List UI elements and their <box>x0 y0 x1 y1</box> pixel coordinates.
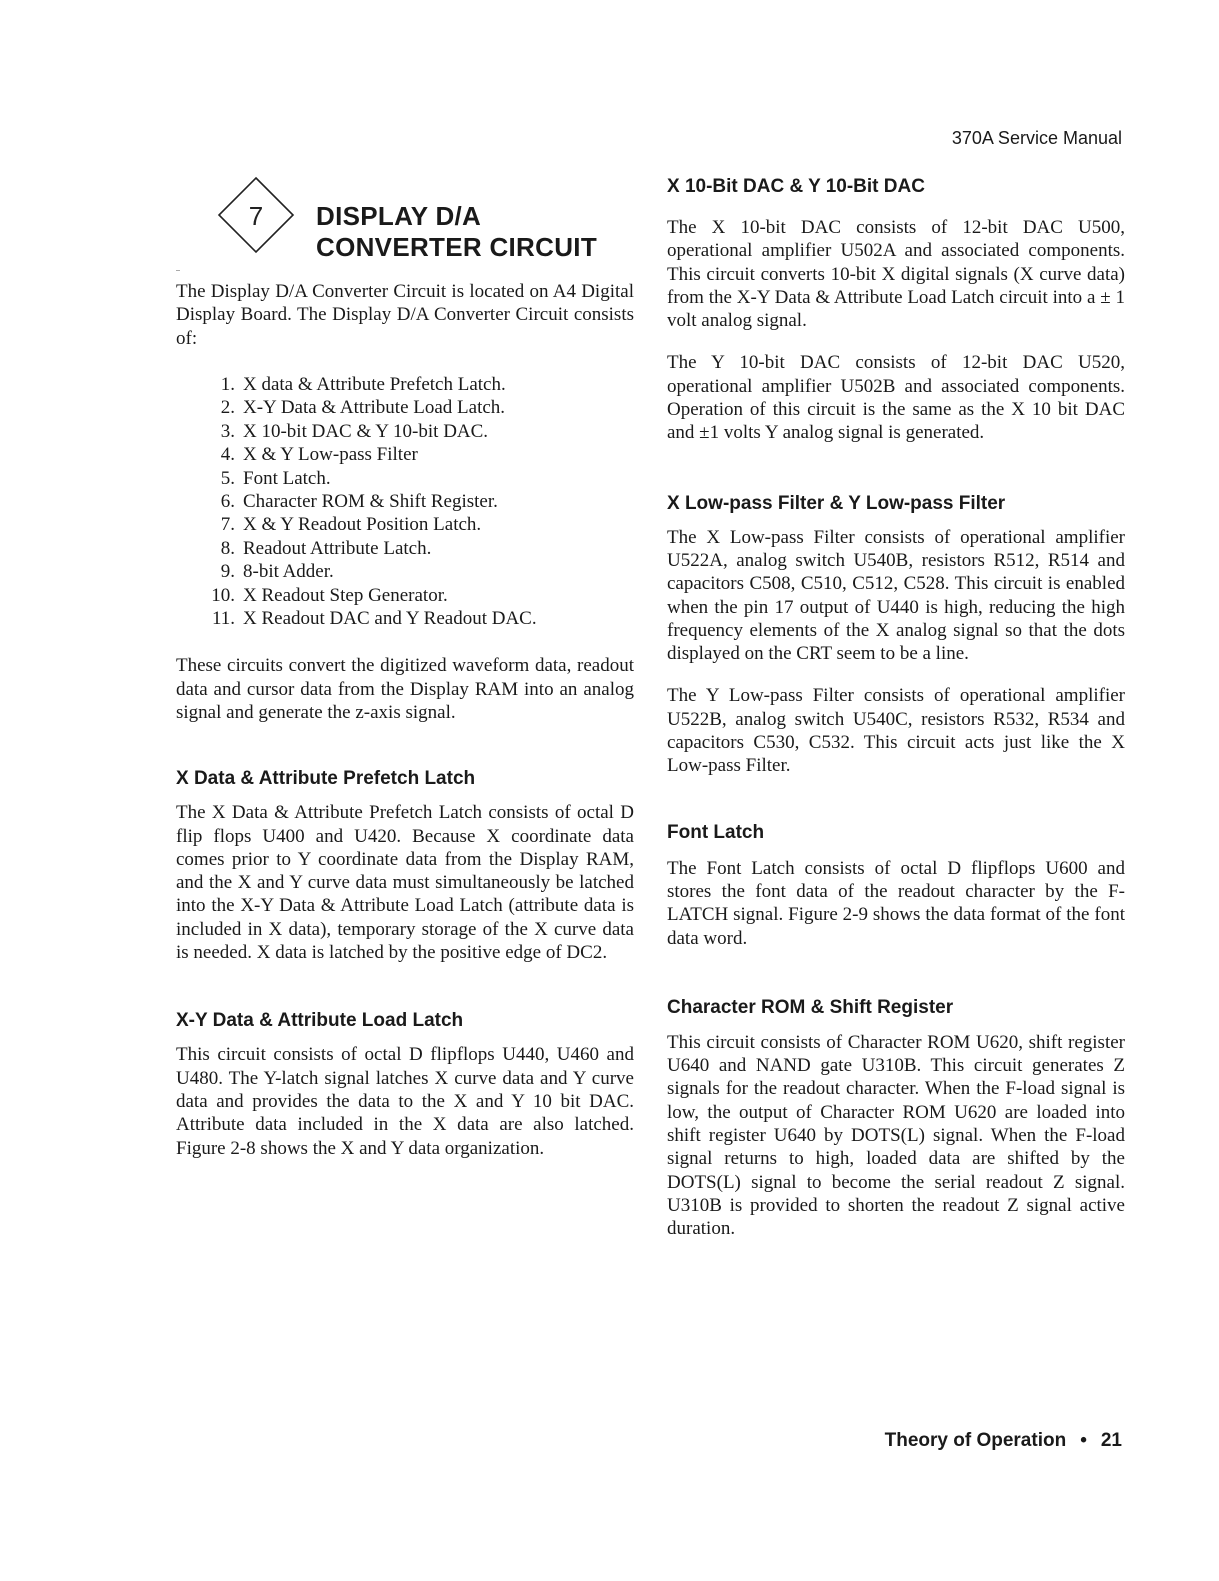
section-heading-lowpass: X Low-pass Filter & Y Low-pass Filter <box>667 492 1006 514</box>
footer-separator: • <box>1080 1430 1087 1451</box>
section-heading-dac: X 10-Bit DAC & Y 10-Bit DAC <box>667 176 925 197</box>
list-item: 1. X data & Attribute Prefetch Latch. <box>220 373 506 395</box>
list-item: 6. Character ROM & Shift Register. <box>220 490 498 512</box>
list-item: 2. X-Y Data & Attribute Load Latch. <box>220 397 506 419</box>
y-dac-paragraph: The Y 10-bit DAC consists of 12-bit DAC U520, operational amplifier U502B and associated components. Operation of this circuit is the same as the X 10 bit DAC and ±1 volts Y analog signal is generated. <box>667 352 1125 444</box>
y-lowpass-paragraph: The Y Low-pass Filter consists of operational amplifier U522B, analog switch U540C, resistors R532, R534 and capacitors C530, C532. This circuit acts just like the X Low-pass Filter. <box>667 685 1125 777</box>
summary-paragraph: These circuits convert the digitized waveform data, readout data and cursor data from the Display RAM into an analog signal and generate the z-axis signal. <box>176 655 634 723</box>
character-rom-paragraph: This circuit consists of Character ROM U620, shift register U640 and NAND gate U310B. This circuit generates Z signals for the readout character. When the F-load signal is low, the output of Character ROM U620 are loaded into shift register U640 by DOTS(L) signal. When the F-load signal returns to high, loaded data are shifted by the DOTS(L) signal to become the serial readout Z signal. U310B is provided to shorten the readout Z signal active duration. <box>667 1031 1125 1240</box>
font-latch-paragraph: The Font Latch consists of octal D flipflops U600 and stores the font data of the readout character by the F-LATCH signal. Figure 2-9 shows the data format of the font data word. <box>667 857 1125 949</box>
section-heading-font-latch: Font Latch <box>667 821 765 843</box>
list-item: 7. X & Y Readout Position Latch. <box>220 514 482 536</box>
intro-paragraph: The Display D/A Converter Circuit is located on A4 Digital Display Board. The Display D/A Converter Circuit consists of: <box>176 281 634 349</box>
page-footer <box>885 1430 1122 1452</box>
load-latch-paragraph: This circuit consists of octal D flipflops U440, U460 and U480. The Y-latch signal latches X curve data and Y curve data and provides the data to the X and Y 10 bit DAC. Attribute data included in the X data are also latched. Figure 2-8 shows the X and Y data organization. <box>176 1044 634 1159</box>
list-item: 10. X Readout Step Generator. <box>211 584 448 606</box>
chapter-title-line1: DISPLAY D/A <box>316 201 482 231</box>
list-item: 9. 8-bit Adder. <box>220 561 334 583</box>
x-lowpass-paragraph: The X Low-pass Filter consists of operational amplifier U522A, analog switch U540B, resistors R512, R514 and capacitors C508, C510, C512, C528. This circuit is enabled when the pin 17 output of U440 is high, reducing the high frequency elements of the X analog signal so that the dots displayed on the CRT seem to be a line. <box>667 526 1125 665</box>
list-item: 8. Readout Attribute Latch. <box>220 537 432 559</box>
list-item: 5. Font Latch. <box>220 467 331 489</box>
chapter-heading <box>176 175 634 270</box>
footer-section: Theory of Operation <box>884 1430 1067 1451</box>
chapter-number: 7 <box>248 201 264 231</box>
left-column <box>176 175 634 1160</box>
list-item: 11. X Readout DAC and Y Readout DAC. <box>211 607 537 629</box>
page-number: 21 <box>1100 1430 1122 1451</box>
divider <box>176 270 180 271</box>
circuit-list <box>176 373 634 630</box>
x-dac-paragraph: The X 10-bit DAC consists of 12-bit DAC U500, operational amplifier U502A and associated components. This circuit converts 10-bit X digital signals (X curve data) from the X-Y Data & Attribute Load Latch circuit into a ± 1 volt analog signal. <box>667 217 1125 332</box>
right-column <box>667 175 1125 1241</box>
section-heading-load-latch: X-Y Data & Attribute Load Latch <box>176 1010 464 1032</box>
page-header-title: 370A Service Manual <box>951 128 1122 148</box>
list-item: 4. X & Y Low-pass Filter <box>220 444 418 466</box>
chapter-number-diamond <box>216 175 296 255</box>
chapter-title <box>316 201 597 263</box>
list-item: 3. X 10-bit DAC & Y 10-bit DAC. <box>220 420 489 442</box>
chapter-title-line2: CONVERTER CIRCUIT <box>316 232 597 262</box>
section-heading-prefetch-latch: X Data & Attribute Prefetch Latch <box>176 768 476 790</box>
section-heading-character-rom: Character ROM & Shift Register <box>667 996 954 1018</box>
prefetch-latch-paragraph: The X Data & Attribute Prefetch Latch consists of octal D flip flops U400 and U420. Because X coordinate data comes prior to Y coordinate data from the Display RAM, and the X and Y curve data must simultaneously be latched into the X-Y Data & Attribute Load Latch (attribute data is included in X data), temporary storage of the X curve data is needed. X data is latched by the positive edge of DC2. <box>176 802 634 964</box>
